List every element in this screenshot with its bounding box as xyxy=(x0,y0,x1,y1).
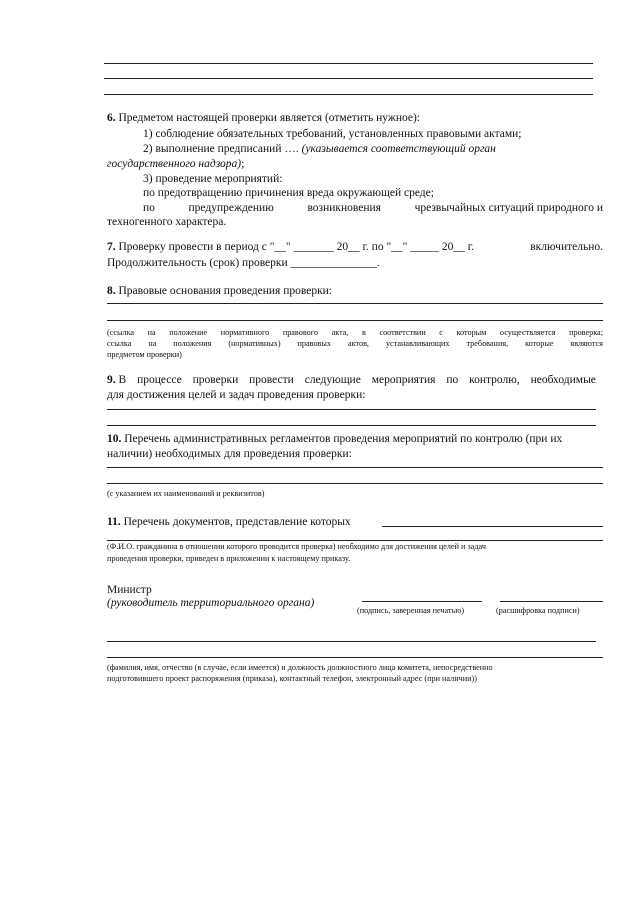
word: по xyxy=(446,374,459,386)
section-6-item-2-text: 2) выполнение предписаний …. xyxy=(143,143,302,155)
word: положение xyxy=(169,328,208,337)
section-11-text: Перечень документов, представление которых xyxy=(123,516,351,528)
section-6-item-3-b xyxy=(143,201,603,215)
footer-fill-line-1 xyxy=(107,641,596,642)
section-8-note-1 xyxy=(107,327,603,338)
section-10-fill-line-2 xyxy=(107,483,603,484)
top-fill-line-1 xyxy=(104,63,593,64)
section-7-line-1 xyxy=(107,240,603,254)
section-8-note-3: предметом проверки) xyxy=(107,350,182,359)
word: В xyxy=(118,374,127,386)
top-fill-line-2 xyxy=(104,78,593,79)
word: по xyxy=(143,202,155,214)
word: правового xyxy=(282,328,318,337)
word: (ссылка xyxy=(107,328,135,337)
top-fill-line-3 xyxy=(104,94,593,95)
word: которым xyxy=(456,328,487,337)
section-10-line-1 xyxy=(107,432,562,446)
section-6-item-3-a: по предотвращению причинения вреда окружающей среде; xyxy=(143,187,434,199)
signature-decode-line xyxy=(500,601,603,602)
word: возникновения xyxy=(307,202,381,214)
word: контролю, xyxy=(469,374,520,386)
section-10-fill-line-1 xyxy=(107,467,603,468)
section-7-inclusive: включительно. xyxy=(530,241,603,253)
section-9-number: 9. xyxy=(107,374,116,386)
section-6-number: 6. xyxy=(107,112,116,124)
word: в xyxy=(362,328,366,337)
section-8-title: Правовые основания проведения проверки: xyxy=(118,285,333,297)
word: следующие xyxy=(304,374,361,386)
word: проверка; xyxy=(569,328,603,337)
word: на xyxy=(148,339,157,348)
section-11-note-2: проведения проверки, приведен в приложении к настоящему приказу. xyxy=(107,554,351,563)
word: ссылка xyxy=(107,339,132,348)
section-6-item-2 xyxy=(143,142,496,156)
section-6-item-2-hint: (указывается соответствующий орган xyxy=(301,143,496,155)
signature-decode-label: (расшифровка подписи) xyxy=(496,606,580,615)
word: устанавливающих xyxy=(385,339,450,348)
section-8-fill-line-1 xyxy=(107,303,603,304)
section-9-line-1 xyxy=(107,373,596,387)
section-10-line-2: наличии) необходимых для проведения проверки: xyxy=(107,448,352,460)
section-9-fill-line-2 xyxy=(107,425,596,426)
section-6-item-2-hint-cont: государственного надзора) xyxy=(107,158,242,170)
section-7-line-2: Продолжительность (срок) проверки _______________. xyxy=(107,257,380,269)
word: на xyxy=(147,328,156,337)
footer-fill-line-2 xyxy=(107,657,603,658)
word: чрезвычайных ситуаций природного и xyxy=(414,202,603,214)
word: требования, xyxy=(466,339,509,348)
section-6-item-3-c: техногенного характера. xyxy=(107,216,227,228)
word: (нормативных) xyxy=(228,339,281,348)
signer-title: Министр xyxy=(107,584,152,596)
word: нормативного xyxy=(220,328,270,337)
word: соответствии xyxy=(379,328,426,337)
footer-note-2: подготовившего проект распоряжения (приказа), контактный телефон, электронный адрес (при наличии)) xyxy=(107,674,477,683)
section-10-note: (с указанием их наименований и реквизитов) xyxy=(107,489,265,498)
section-8-number: 8. xyxy=(107,285,116,297)
word: процессе xyxy=(137,374,182,386)
section-9-fill-line-1 xyxy=(107,409,596,410)
word: актов, xyxy=(348,339,369,348)
word: мероприятия xyxy=(371,374,436,386)
footer-note-1: (фамилия, имя, отчество (в случае, если имеется) и должность должностного лица комитета, непосредственно xyxy=(107,663,493,672)
word: проверки xyxy=(192,374,239,386)
section-8-heading xyxy=(107,284,332,298)
section-6-item-1: 1) соблюдение обязательных требований, установленных правовыми актами; xyxy=(143,128,522,140)
section-8-fill-line-2 xyxy=(107,320,603,321)
section-6-heading xyxy=(107,111,420,125)
word: с xyxy=(439,328,443,337)
section-10-text: Перечень административных регламентов проведения мероприятий по контролю (при их xyxy=(124,433,563,445)
word: являются xyxy=(570,339,603,348)
section-11-fill-line-inline xyxy=(382,526,603,527)
section-7-number: 7. xyxy=(107,241,116,253)
word: положения xyxy=(173,339,212,348)
section-11-note-1: (Ф.И.О. гражданина в отношении которого проводится проверка) необходимо для достижения целей и задач xyxy=(107,542,486,551)
section-11-number: 11. xyxy=(107,516,121,528)
section-10-number: 10. xyxy=(107,433,122,445)
word: предупреждению xyxy=(188,202,274,214)
section-7-period: Проверку провести в период с "__" _______ 20__ г. по "__" _____ 20__ г. xyxy=(118,241,475,253)
signer-subtitle: (руководитель территориального органа) xyxy=(107,597,315,609)
word: провести xyxy=(249,374,294,386)
section-6-title: Предметом настоящей проверки является (отметить нужное): xyxy=(118,112,420,124)
section-6-item-2-cont xyxy=(107,157,244,171)
section-6-item-2-end: ; xyxy=(241,158,245,170)
section-6-item-3: 3) проведение мероприятий: xyxy=(143,173,283,185)
signature-label: (подпись, заверенная печатью) xyxy=(357,606,465,615)
word: необходимые xyxy=(530,374,596,386)
word: акта, xyxy=(331,328,349,337)
section-11-line-1 xyxy=(107,515,351,529)
section-8-note-2 xyxy=(107,338,603,349)
word: которые xyxy=(525,339,554,348)
signature-line xyxy=(362,601,482,602)
word: осуществляется xyxy=(499,328,556,337)
word: правовых xyxy=(297,339,332,348)
section-9-line-2: для достижения целей и задач проведения проверки: xyxy=(107,389,366,401)
